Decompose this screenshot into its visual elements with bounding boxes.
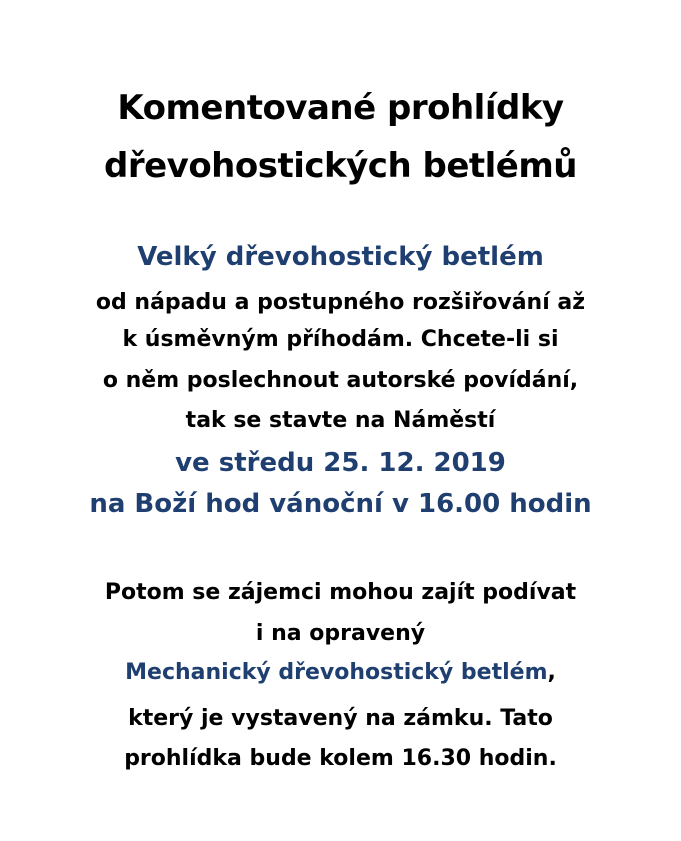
event-time: na Boží hod vánoční v 16.00 hodin xyxy=(89,489,592,519)
section2-closing-line-2: prohlídka bude kolem 16.30 hodin. xyxy=(124,746,557,771)
section1-text-line-1: od nápadu a postupného rozšiřování až xyxy=(95,290,586,315)
section1-text-line-3: o něm poslechnout autorské povídání, xyxy=(102,368,579,393)
section1-heading: Velký dřevohostický betlém xyxy=(137,242,544,272)
section2-heading: Mechanický dřevohostický betlém xyxy=(125,660,548,685)
section1-text-line-2: k úsměvným příhodám. Chcete-li si xyxy=(122,327,559,352)
section1-text-line-4: tak se stavte na Náměstí xyxy=(185,408,496,433)
section2-text-line-2: i na opravený xyxy=(255,621,426,646)
section2-heading-line xyxy=(0,658,681,688)
event-date: ve středu 25. 12. 2019 xyxy=(175,448,506,478)
section2-closing-line-1: který je vystavený na zámku. Tato xyxy=(128,706,553,731)
section2-text-line-1: Potom se zájemci mohou zajít podívat xyxy=(104,580,577,605)
title-line-1: Komentované prohlídky xyxy=(117,88,564,128)
title-line-2: dřevohostických betlémů xyxy=(103,146,578,186)
section2-heading-comma: , xyxy=(547,660,556,685)
